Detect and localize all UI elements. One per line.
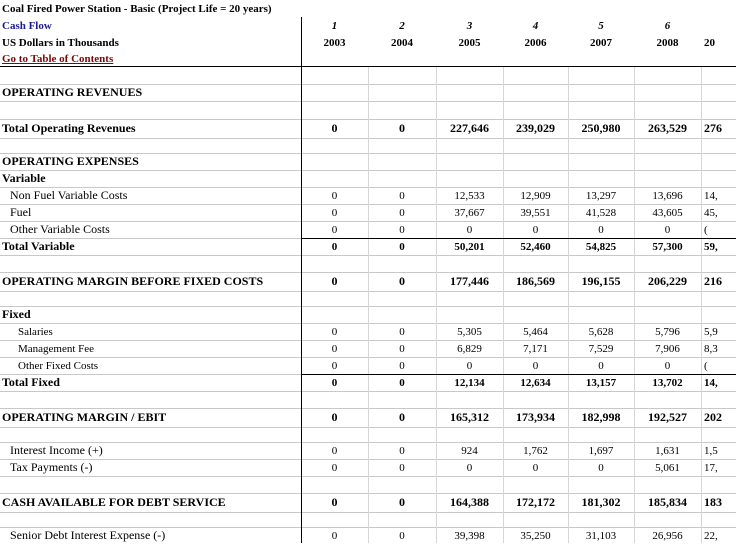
value-cell: 0 (399, 325, 405, 338)
row-label: Total Fixed (2, 375, 60, 389)
grid-line (701, 67, 702, 543)
grid-line (634, 67, 635, 543)
row-label: OPERATING REVENUES (2, 85, 143, 99)
value-cell: 35,250 (520, 529, 551, 542)
value-cell: 276 (704, 121, 722, 135)
period-cell: 2 (399, 19, 405, 32)
subtotal-line (301, 238, 736, 239)
year-cell: 2008 (656, 36, 679, 49)
value-cell: 182,998 (581, 410, 621, 424)
header-separator (0, 66, 736, 67)
value-cell: 54,825 (585, 240, 617, 253)
title-row (0, 0, 736, 17)
value-cell: 41,528 (585, 206, 617, 219)
value-cell: 0 (532, 359, 539, 372)
value-cell: 0 (399, 410, 405, 424)
value-cell: 5,061 (655, 461, 680, 474)
value-cell: 0 (598, 223, 604, 236)
column-separator (301, 17, 302, 543)
value-cell: 0 (598, 359, 604, 372)
value-cell: 0 (399, 223, 405, 236)
value-cell: 5,9 (704, 325, 718, 338)
value-cell (436, 153, 503, 170)
value-cell: 0 (466, 359, 473, 372)
value-cell (436, 170, 503, 187)
value-cell (368, 84, 436, 101)
grid-line (568, 67, 569, 543)
row-label: Non Fuel Variable Costs (10, 188, 128, 202)
value-cell: 0 (466, 461, 473, 474)
value-cell: 239,029 (516, 121, 555, 135)
row-label: Interest Income (+) (10, 443, 103, 457)
value-cell: 0 (331, 274, 338, 288)
value-cell (301, 153, 368, 170)
sheet-subtitle: Cash Flow (2, 19, 52, 32)
value-cell (503, 153, 568, 170)
value-cell: 0 (331, 529, 338, 542)
period-row (0, 17, 736, 34)
value-cell (368, 170, 436, 187)
value-cell (436, 306, 503, 323)
value-cell: 0 (331, 189, 338, 202)
value-cell: 0 (331, 410, 338, 424)
value-cell (503, 84, 568, 101)
table-of-contents-link[interactable]: Go to Table of Contents (2, 53, 114, 65)
value-cell: 0 (331, 461, 338, 474)
value-cell: 13,702 (652, 376, 683, 389)
value-cell: 37,667 (454, 206, 485, 219)
value-cell (368, 153, 436, 170)
value-cell (436, 84, 503, 101)
row-label: OPERATING MARGIN / EBIT (2, 410, 167, 424)
value-cell: 172,172 (516, 495, 555, 509)
value-cell: 263,529 (648, 121, 687, 135)
period-cell: 6 (664, 19, 671, 32)
row-label: OPERATING EXPENSES (2, 154, 139, 168)
value-cell (634, 170, 701, 187)
value-cell: 39,398 (454, 529, 485, 542)
value-cell: 216 (704, 274, 722, 288)
value-cell: 0 (331, 359, 338, 372)
value-cell: 7,171 (523, 342, 548, 355)
value-cell (634, 153, 701, 170)
value-cell: 165,312 (450, 410, 489, 424)
period-cell: 3 (466, 19, 473, 32)
value-cell: 1,697 (588, 444, 614, 457)
value-cell: 0 (399, 121, 405, 135)
value-cell: 43,605 (652, 206, 683, 219)
value-cell: 1,5 (704, 444, 718, 457)
value-cell (701, 153, 736, 170)
value-cell: 202 (704, 410, 722, 424)
value-cell: 0 (399, 461, 405, 474)
value-cell (568, 170, 634, 187)
value-cell: 1,762 (523, 444, 548, 457)
row-label: Variable (2, 171, 46, 185)
value-cell: 0 (331, 376, 338, 389)
value-cell: 227,646 (450, 121, 489, 135)
value-cell: 39,551 (520, 206, 551, 219)
value-cell: 12,909 (520, 189, 551, 202)
value-cell: 57,300 (652, 240, 683, 253)
row-label: Other Fixed Costs (18, 359, 99, 372)
grid-line (436, 67, 437, 543)
value-cell: 13,696 (652, 189, 683, 202)
value-cell (568, 306, 634, 323)
period-cell: 1 (331, 19, 338, 32)
grid-line (368, 67, 369, 543)
value-cell (503, 170, 568, 187)
year-cell: 2006 (524, 36, 547, 49)
value-cell: 5,305 (457, 325, 482, 338)
value-cell: 8,3 (704, 342, 718, 355)
row-label: CASH AVAILABLE FOR DEBT SERVICE (2, 495, 226, 509)
year-cell: 2007 (590, 36, 612, 49)
value-cell (301, 84, 368, 101)
value-cell: 206,229 (648, 274, 687, 288)
value-cell: 0 (399, 206, 405, 219)
value-cell: 181,302 (581, 495, 621, 509)
value-cell: 31,103 (585, 529, 617, 542)
value-cell: 0 (466, 223, 473, 236)
year-cell: 2005 (458, 36, 481, 49)
row-label: Senior Debt Interest Expense (-) (10, 528, 166, 542)
value-cell: 5,464 (523, 325, 548, 338)
value-cell: 0 (331, 495, 338, 509)
value-cell: 0 (399, 359, 405, 372)
value-cell: 13,157 (585, 376, 617, 389)
row-label: OPERATING MARGIN BEFORE FIXED COSTS (2, 274, 264, 288)
value-cell: 50,201 (454, 240, 485, 253)
value-cell: 1,631 (655, 444, 680, 457)
value-cell: 192,527 (648, 410, 687, 424)
value-cell: 185,834 (648, 495, 687, 509)
value-cell: 164,388 (450, 495, 489, 509)
value-cell (368, 306, 436, 323)
value-cell: 5,628 (588, 325, 614, 338)
year-cell: 2003 (323, 36, 346, 49)
value-cell: 0 (399, 342, 405, 355)
year-cell: 2004 (391, 36, 413, 49)
value-cell: 52,460 (520, 240, 551, 253)
value-cell: 12,533 (454, 189, 485, 202)
value-cell (701, 306, 736, 323)
row-label: Fixed (2, 307, 31, 321)
value-cell: 183 (704, 495, 722, 509)
period-cell: 5 (598, 19, 604, 32)
value-cell: 0 (664, 359, 671, 372)
row-label: Fuel (10, 205, 32, 219)
value-cell (634, 306, 701, 323)
value-cell: 0 (331, 206, 338, 219)
period-cell: 4 (532, 19, 539, 32)
year-row (0, 34, 736, 51)
row-label: Other Variable Costs (10, 222, 110, 236)
value-cell: 26,956 (652, 529, 683, 542)
value-cell: 0 (331, 223, 338, 236)
toc-row (0, 51, 736, 67)
value-cell (301, 306, 368, 323)
value-cell (568, 84, 634, 101)
period-cell (701, 17, 736, 34)
value-cell (701, 170, 736, 187)
value-cell: 45, (704, 206, 718, 219)
value-cell: 14, (704, 189, 718, 202)
value-cell (301, 170, 368, 187)
subtotal-line (301, 374, 736, 375)
value-cell: 196,155 (581, 274, 621, 288)
value-cell: 7,906 (655, 342, 680, 355)
value-cell: 177,446 (450, 274, 489, 288)
row-label: Management Fee (18, 342, 95, 355)
value-cell: 186,569 (516, 274, 555, 288)
grid-line (503, 67, 504, 543)
value-cell: 0 (399, 444, 405, 457)
row-label: Tax Payments (-) (10, 460, 93, 474)
year-cell: 20 (704, 36, 715, 49)
value-cell (503, 306, 568, 323)
value-cell: 173,934 (516, 410, 555, 424)
value-cell: 0 (331, 240, 338, 253)
row-label: Salaries (18, 325, 53, 338)
value-cell: 59, (704, 240, 718, 253)
value-cell: 0 (331, 325, 338, 338)
value-cell: 0 (399, 376, 405, 389)
value-cell (568, 153, 634, 170)
value-cell: 0 (331, 444, 338, 457)
value-cell: ( (704, 223, 708, 236)
row-label: Total Variable (2, 239, 75, 253)
value-cell: 0 (331, 121, 338, 135)
value-cell: 17, (704, 461, 718, 474)
value-cell: 0 (399, 274, 405, 288)
value-cell: 0 (399, 189, 405, 202)
value-cell: 12,634 (520, 376, 551, 389)
value-cell: 0 (532, 223, 539, 236)
row-label: Total Operating Revenues (2, 121, 136, 135)
value-cell: 0 (399, 529, 405, 542)
units-label: US Dollars in Thousands (2, 36, 119, 49)
value-cell (634, 84, 701, 101)
value-cell: 0 (532, 461, 539, 474)
value-cell: 0 (664, 223, 671, 236)
value-cell: 6,829 (457, 342, 482, 355)
sheet-title: Coal Fired Power Station - Basic (Project Life = 20 years) (2, 2, 272, 15)
value-cell: 7,529 (588, 342, 614, 355)
value-cell: 22, (704, 529, 718, 542)
value-cell: 5,796 (655, 325, 680, 338)
value-cell: ( (704, 359, 708, 372)
value-cell: 14, (704, 376, 718, 389)
value-cell: 924 (461, 444, 478, 457)
value-cell: 13,297 (585, 189, 617, 202)
value-cell: 0 (399, 495, 405, 509)
value-cell: 12,134 (454, 376, 485, 389)
value-cell (701, 84, 736, 101)
value-cell: 0 (399, 240, 405, 253)
value-cell: 0 (331, 342, 338, 355)
value-cell: 0 (598, 461, 604, 474)
value-cell: 250,980 (581, 121, 621, 135)
